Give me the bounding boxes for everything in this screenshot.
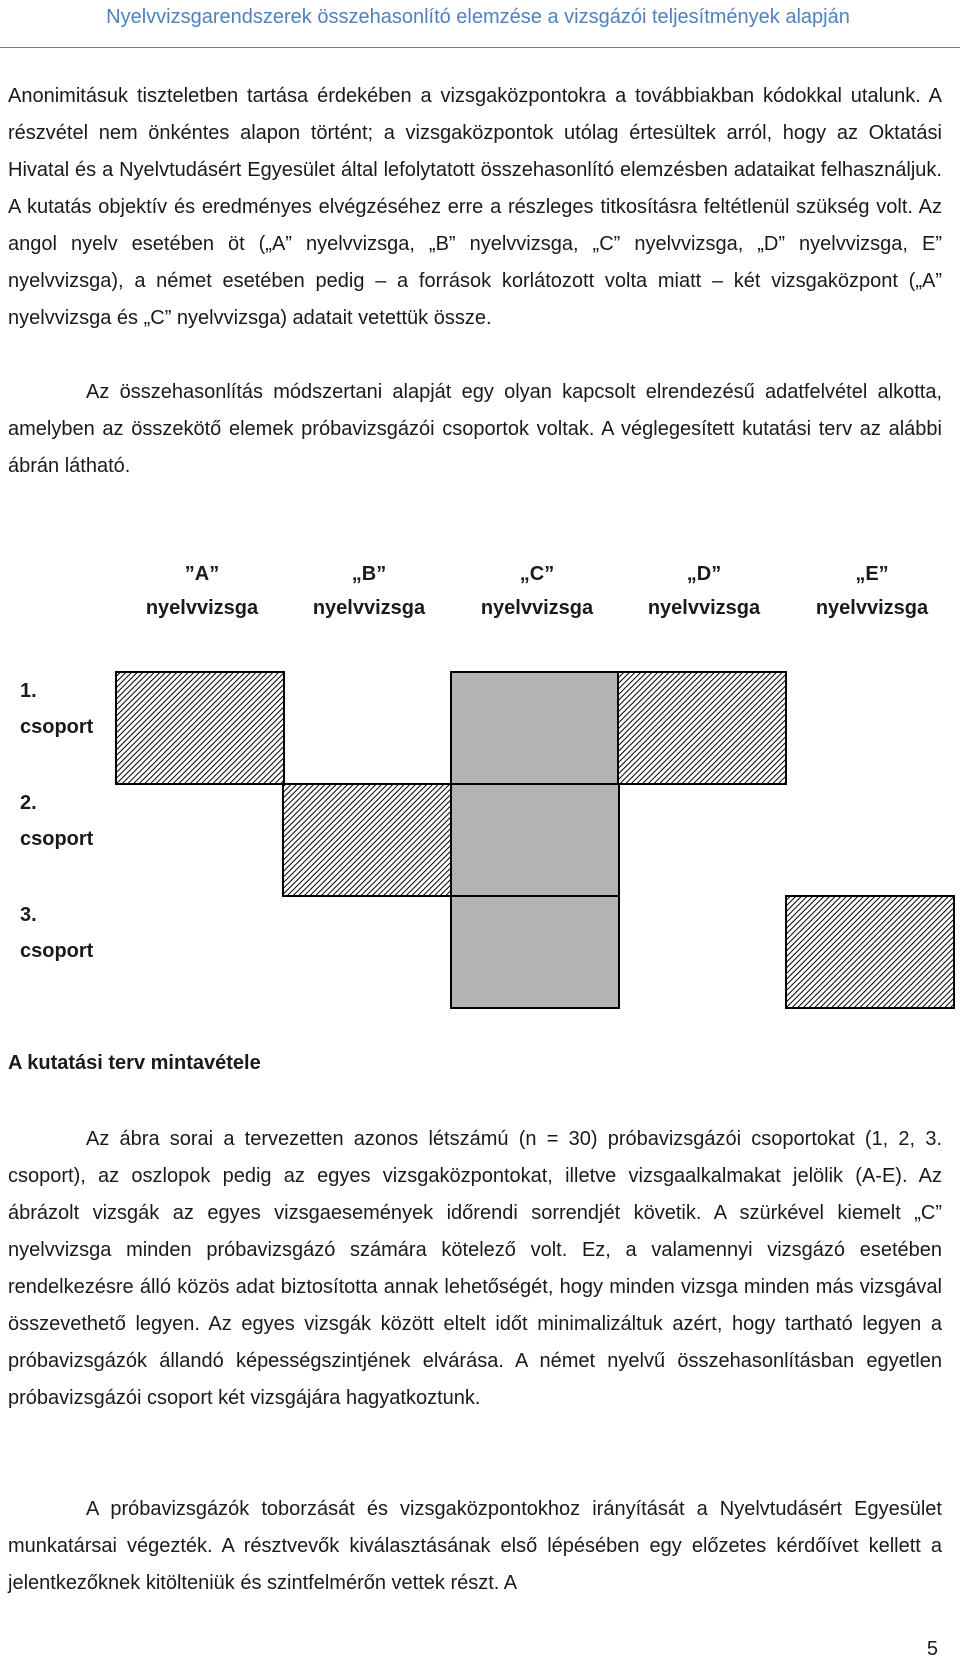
column-letter: „D” — [686, 563, 722, 585]
design-cell-hatched — [116, 672, 284, 784]
column-letter: ”A” — [184, 563, 220, 585]
column-word: nyelvvizsga — [145, 597, 259, 619]
column-letter: „B” — [351, 563, 387, 585]
row-number: 3. — [20, 904, 37, 926]
paragraph-2: Az összehasonlítás módszertani alapját egy olyan kapcsolt elrendezésű adatfelvétel alkotta, amelyben az összekötő elemek próbavizsgázói csoportok voltak. A véglegesített kutatási terv az alábbi ábrán látható. — [8, 381, 942, 477]
row-word: csoport — [20, 716, 94, 738]
figure-caption: A kutatási terv mintavétele — [8, 1052, 261, 1074]
design-cell-gray — [451, 672, 619, 784]
design-cell-hatched — [786, 896, 954, 1008]
column-word: nyelvvizsga — [480, 597, 594, 619]
column-word: nyelvvizsga — [312, 597, 426, 619]
paragraph-4: A próbavizsgázók toborzását és vizsgaközpontokhoz irányítását a Nyelvtudásért Egyesület munkatársai végezték. A résztvevők kiválasztásának első lépésében egy előzetes kérdőívet kellett a jelentkezőknek kitölteniük és szintfelmérőn vettek részt. A — [8, 1498, 942, 1594]
paragraph-1: Anonimitásuk tiszteletben tartása érdekében a vizsgaközpontokra a továbbiakban kódokkal utalunk. A részvétel nem önkéntes alapon történt; a vizsgaközpontok utólag értesültek arról, hogy az Oktatási Hivatal és a Nyelvtudásért Egyesület által lefolytatott összehasonlító elemzésben adataikat felhasználjuk. A kutatás objektív és eredményes elvégzéséhez erre a részleges titkosításra feltétlenül szükség volt. Az angol nyelv esetében öt („A” nyelvvizsga, „B” nyelvvizsga, „C” nyelvvizsga, „D” nyelvvizsga, E” nyelvvizsga), a német esetében pedig – a források korlátozott volta miatt – két vizsgaközpont („A” nyelvvizsga és „C” nyelvvizsga) adatait vetettük össze. — [8, 85, 942, 329]
paragraph-3: Az ábra sorai a tervezetten azonos létszámú (n = 30) próbavizsgázói csoportokat (1, 2, 3. csoport), az oszlopok pedig az egyes vizsgaközpontokat, illetve vizsgaalkalmakat jelölik (A-E). Az ábrázolt vizsgák az egyes vizsgaesemények időrendi sorrendjét követik. A szürkével kiemelt „C” nyelvvizsga minden próbavizsgázó számára kötelező volt. Ez, a valamennyi vizsgázó esetében rendelkezésre álló közös adat biztosította annak lehetőségét, hogy minden vizsga minden más vizsgával összevethető legyen. Az egyes vizsgák között eltelt időt minimalizáltuk azért, hogy tartható legyen a próbavizsgázók állandó képességszintjének elvárása. A német nyelvű összehasonlításban egyetlen próbavizsgázói csoport két vizsgájára hagyatkoztunk. — [8, 1128, 942, 1409]
design-cell-gray — [451, 784, 619, 896]
column-word: nyelvvizsga — [815, 597, 929, 619]
design-cell-hatched — [618, 672, 786, 784]
column-word: nyelvvizsga — [647, 597, 761, 619]
row-number: 2. — [20, 792, 37, 814]
header-title: Nyelvvizsgarendszerek összehasonlító elemzése a vizsgázói teljesítmények alapján — [106, 6, 850, 28]
design-cell-hatched — [283, 784, 451, 896]
design-cell-gray — [451, 896, 619, 1008]
row-word: csoport — [20, 828, 94, 850]
row-word: csoport — [20, 940, 94, 962]
page-number: 5 — [926, 1638, 938, 1660]
row-number: 1. — [20, 680, 37, 702]
column-letter: „E” — [855, 563, 889, 585]
column-letter: „C” — [519, 563, 555, 585]
